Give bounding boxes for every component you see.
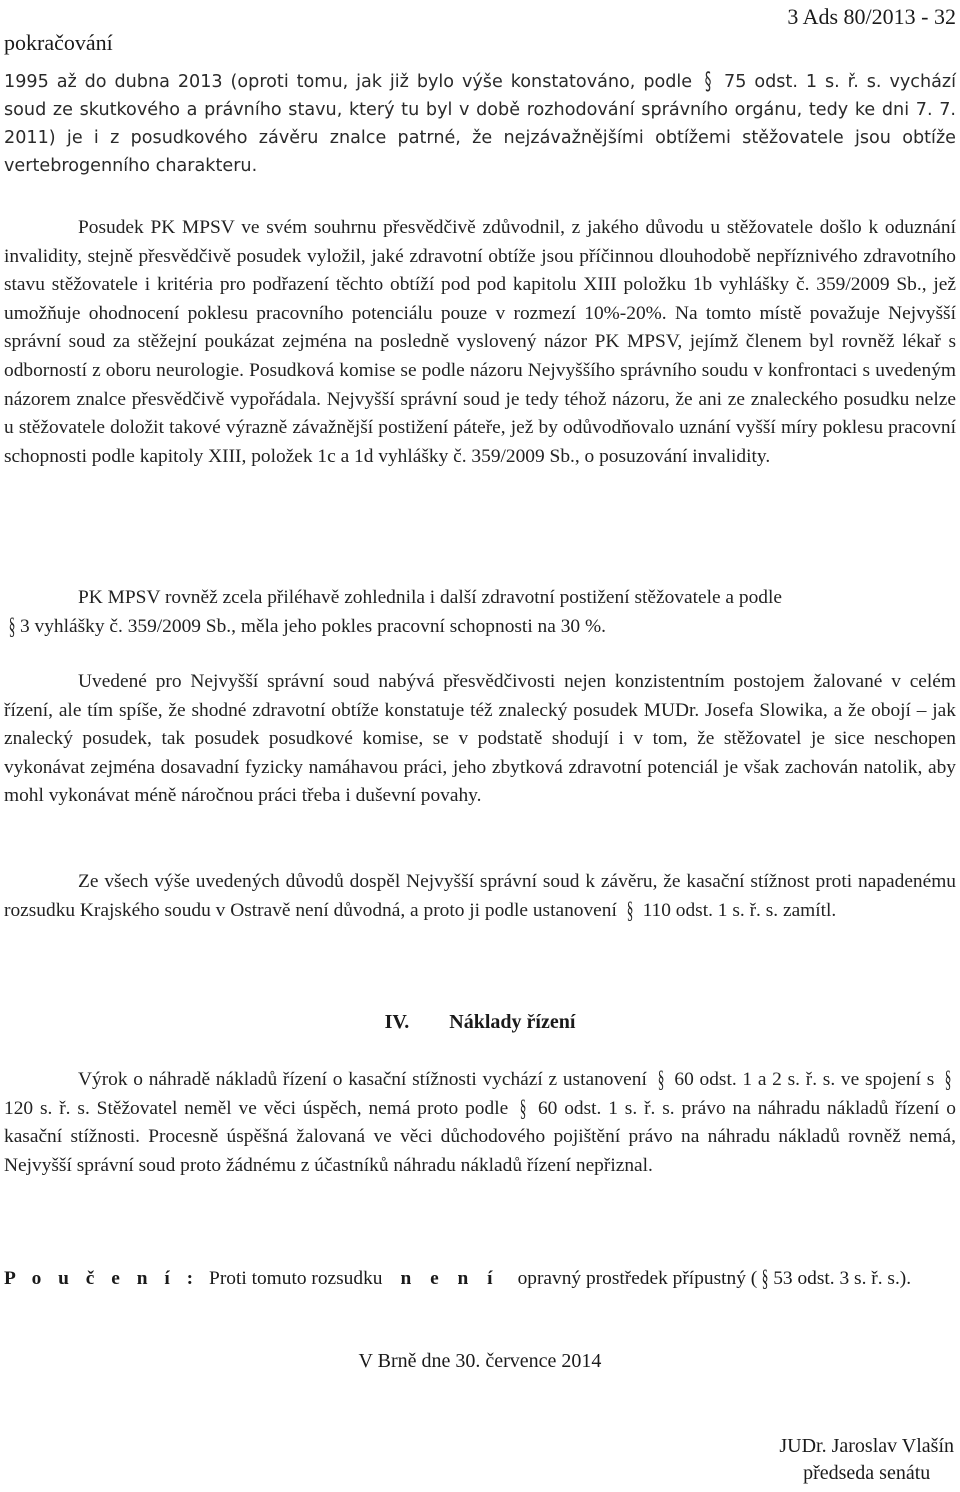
section-heading [0,1011,960,1034]
paragraph-conclusion: Ze všech výše uvedených důvodů dospěl Nejvyšší správní soud k závěru, že kasační stížnost proti napadenému rozsudku Krajského soudu v Ostravě není důvodná, a proto ji podle ustanovení § 110 odst. 1 s. ř. s. zamítl. [4,871,956,924]
section-mark-icon: § [761,1266,769,1292]
legal-instruction: P o u č e n í : Proti tomuto rozsudku n e n í opravný prostředek přípustný ( § 53 odst. 3 s. ř. s.). [4,1266,912,1292]
section-title: Náklady řízení [449,1011,576,1033]
section-mark-icon: § [8,613,16,640]
section-number: IV. [384,1011,410,1033]
signatory-name: JUDr. Jaroslav Vlašín [779,1435,954,1457]
continued-line-3: tedy ke dni 7. 7. 2011) je i z posudkového závěru znalce patrné, že nejzávažnějšími obtížemi [4,100,957,148]
signatory-title: předseda senátu [803,1462,931,1484]
section-mark-icon: § [704,67,712,95]
paragraph-costs: Výrok o náhradě nákladů řízení o kasační stížnosti vychází z ustanovení § 60 odst. 1 a 2 s. ř. s. ve spojení s § 120 s. ř. s. Stěžovatel neměl ve věci úspěch, nemá proto podle § 60 odst. 1 s. ř. s. právo na náhradu nákladů řízení o kasační stížnosti. Procesně úspěšná žalovaná ve věci důchodového pojištění právo na náhradu nákladů rovněž nemá, Nejvyšší správní soud proto žádnému z účastníků náhradu nákladů řízení nepřiznal. [4,1067,956,1176]
paragraph-other-conditions: PK MPSV rovněž zcela přiléhavě zohlednila i další zdravotní postižení stěžovatele a podle § 3 vyhlášky č. 359/2009 Sb., měla jeho pokles pracovní schopnosti na 30 %. [8,587,782,640]
instruction-label: P o u č e n í : [4,1268,200,1289]
continued-line-2: vychází soud ze skutkového a právního stavu, který tu byl v době rozhodování správního orgánu, [4,72,957,120]
section-mark-icon: § [519,1095,527,1122]
continued-line-1b: 75 odst. 1 s. ř. s. [724,72,882,92]
section-mark-icon: § [626,897,634,924]
continued-line-1: 1995 až do dubna 2013 (oproti tomu, jak již bylo výše konstatováno, podle [4,72,693,92]
continuation-label: pokračování [4,30,113,55]
section-mark-icon: § [944,1067,952,1093]
paragraph-pk-mpsv-summary: Posudek PK MPSV ve svém souhrnu přesvědčivě zdůvodnil, z jakého důvodu u stěžovatele došlo k oduznání invalidity, stejně přesvědčivě posudek vyložil, jaké zdravotní obtíže jsou příčinnou dlouhodobě nepříznivého zdravotního stavu stěžovatele i kritéria pro podřazení těchto obtíží pod pod kapitolu XIII položku 1b vyhlášky č. 359/2009 Sb., jež umožňuje ohodnocení poklesu pracovního potenciálu pouze v rozmezí 10%-20%. Na tomto místě považuje Nejvyšší správní soud za stěžejní poukázat zejména na posledně vyslovený názor PK MPSV, jejímž členem byl rovněž lékař s odborností z oboru neurologie. Posudková komise se podle názoru Nejvyššího správního soudu v konfrontaci s uvedeným názorem znalce přesvědčivě vypořádala. Nejvyšší správní soud je tedy téhož názoru, že ani ze znaleckého posudku nelze u stěžovatele doložit takové výrazně závažnější postižení páteře, jež by odůvodňovalo uznání vyšší míry poklesu pracovní schopnosti podle kapitoly XIII, položek 1c a 1d vyhlášky č. 359/2009 Sb., o posuzování invalidity. [4,217,956,467]
section-mark-icon: § [657,1067,664,1093]
continued-paragraph [4,68,956,180]
signing-date: V Brně dne 30. července 2014 [358,1350,602,1372]
paragraph-expert-opinion: Uvedené pro Nejvyšší správní soud nabývá přesvědčivosti nejen konzistentním postojem žalované v celém řízení, ale tím spíše, že shodné zdravotní obtíže konstatuje též znalecký posudek MUDr. Josefa Slowika, a že obojí – jak znalecký posudek, tak posudek posudkové komise, se v podstatě shodují i v tom, že stěžovatel je sice neschopen vykonávat zejména dosavadní fyzicky namáhavou práci, jeho zbytková zdravotní potenciál je však zachován natolik, aby mohl vykonávat méně náročnou práci třeba i duševní povahy. [4,671,956,807]
instruction-emphasis: n e n í [400,1268,500,1289]
signature-block [779,1433,954,1487]
case-number: 3 Ads 80/2013 - 32 [787,4,956,29]
continued-line-4: stěžovatele jsou obtíže vertebrogenního charakteru. [4,128,957,176]
